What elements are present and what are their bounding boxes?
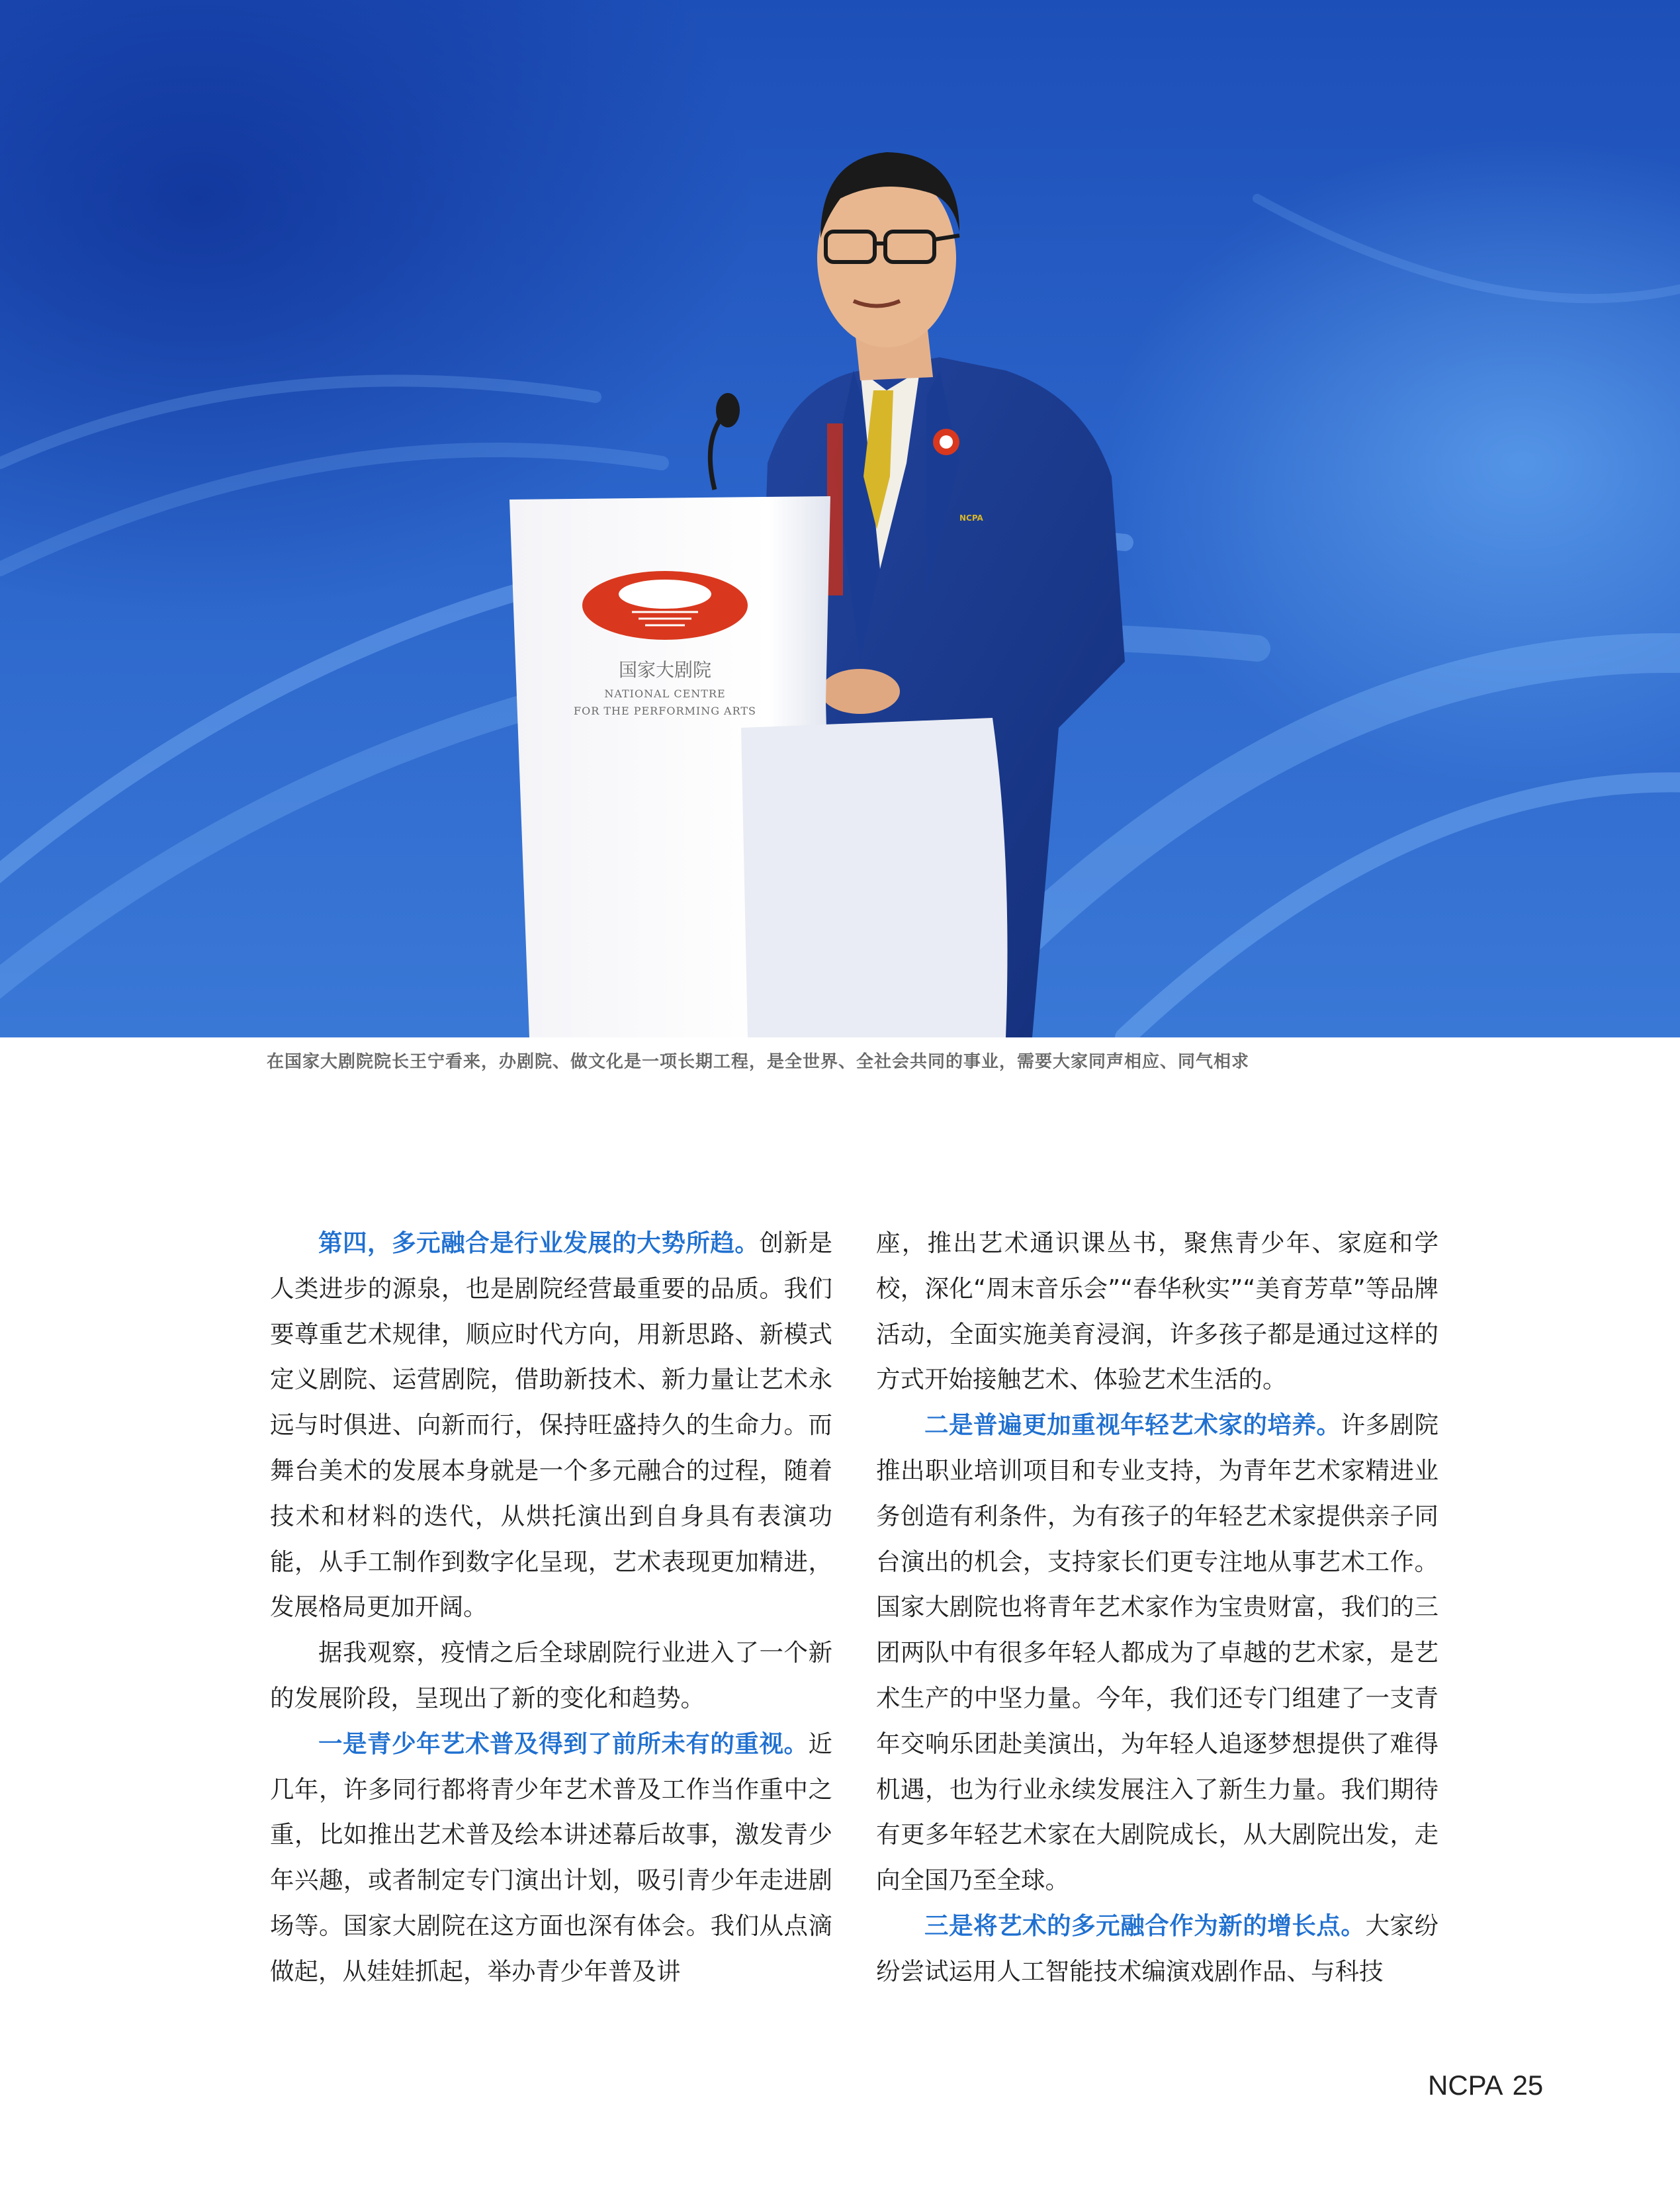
paragraph-youth-art-education (270, 1722, 832, 1995)
paragraph-diversified-integration (270, 1221, 832, 1630)
paragraph-heading-highlight: 第四，多元融合是行业发展的大势所趋。 (318, 1229, 760, 1257)
hero-photo (0, 0, 1680, 1037)
article-column-right (876, 1221, 1438, 1995)
paragraph-observation (270, 1630, 832, 1722)
page-number: 25 (1512, 2070, 1544, 2101)
paragraph-continuation (876, 1221, 1438, 1403)
paragraph-heading-highlight: 二是普遍更加重视年轻艺术家的培养。 (924, 1411, 1341, 1440)
paragraph-body: 许多剧院推出职业培训项目和专业支持，为青年艺术家精进业务创造有利条件，为有孩子的年轻艺术家提供亲子同台演出的机会，支持家长们更专注地从事艺术工作。国家大剧院也将青年艺术家作为宝贵财富，我们的三团两队中有很多年轻人都成为了卓越的艺术家，是艺术生产的中坚力量。今年，我们还专门组建了一支青年交响乐团赴美演出，为年轻人追逐梦想提供了难得机遇，也为行业永续发展注入了新生力量。我们期待有更多年轻艺术家在大剧院成长，从大剧院出发，走向全国乃至全球。 (876, 1411, 1439, 1895)
paragraph-body: 创新是人类进步的源泉，也是剧院经营最重要的品质。我们要尊重艺术规律，顺应时代方向，用新思路、新模式定义剧院、运营剧院，借助新技术、新力量让艺术永远与时俱进、向新而行，保持旺盛持久的生命力。而舞台美术的发展本身就是一个多元融合的过程，随着技术和材料的迭代，从烘托演出到自身具有表演功能，从手工制作到数字化呈现，艺术表现更加精进，发展格局更加开阔。 (270, 1229, 833, 1622)
paragraph-young-artists (876, 1403, 1438, 1904)
paragraph-body: 据我观察，疫情之后全球剧院行业进入了一个新的发展阶段，呈现出了新的变化和趋势。 (270, 1638, 832, 1712)
paragraph-heading-highlight: 一是青少年艺术普及得到了前所未有的重视。 (318, 1729, 809, 1758)
suit-badge-text: NCPA (959, 513, 983, 523)
article-column-left (270, 1221, 832, 1995)
podium-logo-cn: 国家大剧院 (618, 659, 712, 681)
podium-logo-en1: NATIONAL CENTRE (604, 687, 726, 700)
paragraph-growth-point (876, 1904, 1438, 1995)
photo-caption: 在国家大剧院院长王宁看来，办剧院、做文化是一项长期工程，是全世界、全社会共同的事业，需要大家同声相应、同气相求 (267, 1052, 1250, 1072)
paragraph-body: 近几年，许多同行都将青少年艺术普及工作当作重中之重，比如推出艺术普及绘本讲述幕后故事，激发青少年兴趣，或者制定专门演出计划，吸引青少年走进剧场等。国家大剧院在这方面也深有体会。我们从点滴做起，从娃娃抓起，举办青少年普及讲 (270, 1729, 832, 1986)
podium-logo-en2: FOR THE PERFORMING ARTS (573, 705, 757, 717)
paragraph-body: 座，推出艺术通识课丛书，聚焦青少年、家庭和学校，深化“周末音乐会”“春华秋实”“美育芳草”等品牌活动，全面实施美育浸润，许多孩子都是通过这样的方式开始接触艺术、体验艺术生活的。 (876, 1229, 1438, 1394)
footer-brand: NCPA (1428, 2070, 1503, 2101)
page-footer (1428, 2070, 1543, 2101)
paragraph-heading-highlight: 三是将艺术的多元融合作为新的增长点。 (924, 1911, 1366, 1940)
paragraph-body: 大家纷纷尝试运用人工智能技术编演戏剧作品、与科技 (876, 1911, 1439, 1986)
speaker-photo-illustration (0, 0, 1680, 1037)
